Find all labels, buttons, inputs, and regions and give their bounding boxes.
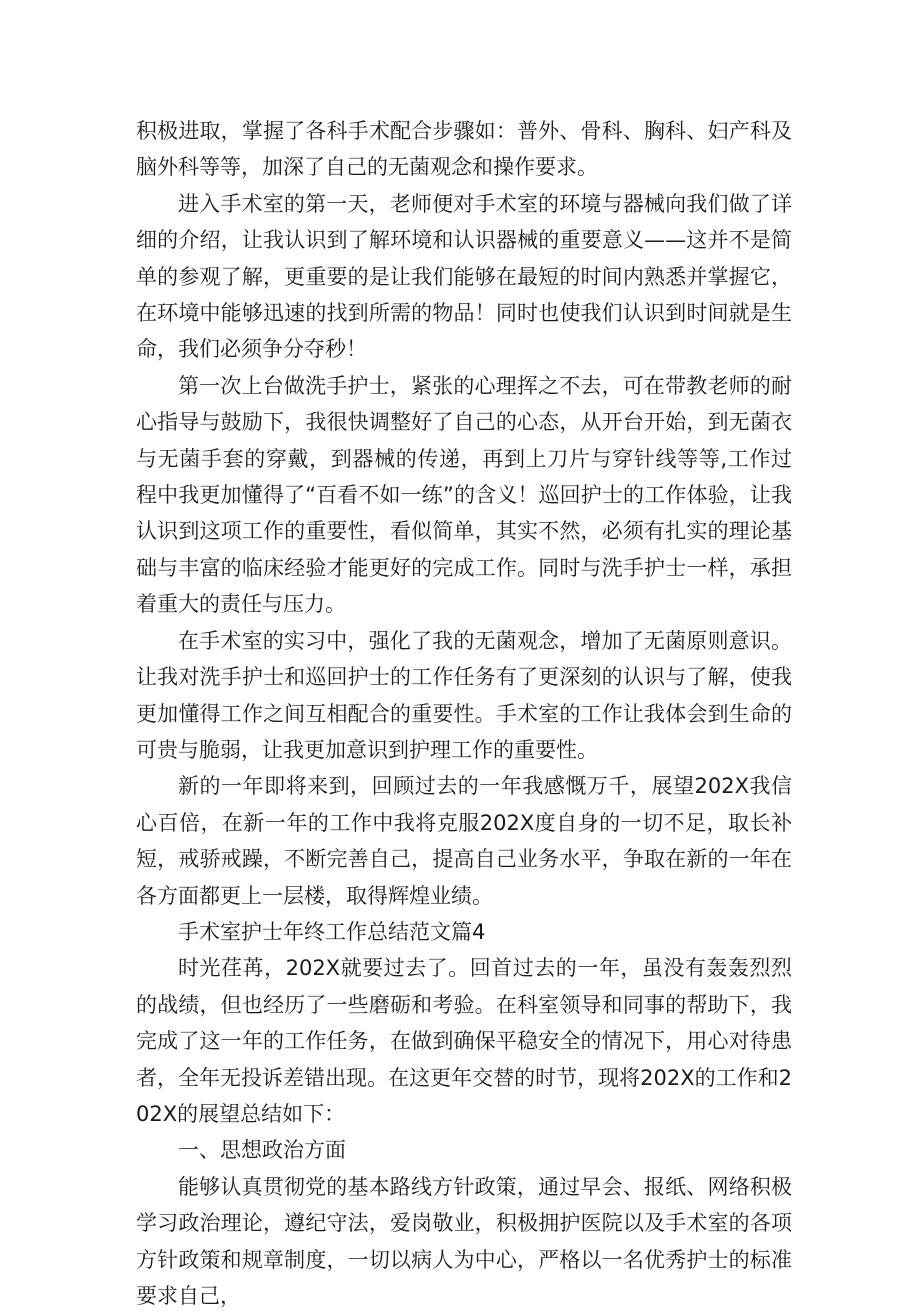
paragraph-first-day: 进入手术室的第一天，老师便对手术室的环境与器械向我们做了详细的介绍，让我认识到了解环境和认识器械的重要意义——这并不是简单的参观了解，更重要的是让我们能够在最短的时间内熟悉并掌握它，在环境中能够迅速的找到所需的物品！同时也使我们认识到时间就是生命，我们必须争分夺秒！ bbox=[136, 191, 792, 362]
paragraph-new-year: 新的一年即将来到，回顾过去的一年我感慨万千，展望202X我信心百倍，在新一年的工作中我将克服202X度自身的一切不足，取长补短，戒骄戒躁，不断完善自己，提高自己业务水平，争取在新的一年在各方面都更上一层楼，取得辉煌业绩。 bbox=[136, 774, 792, 908]
paragraph-political: 能够认真贯彻党的基本路线方针政策，通过早会、报纸、网络积极学习政治理论，遵纪守法，爱岗敬业，积极拥护医院以及手术室的各项方针政策和规章制度，一切以病人为中心，严格以一名优秀护士的标准要求自己， bbox=[136, 1174, 792, 1308]
paragraph-continuation: 积极进取，掌握了各科手术配合步骤如：普外、骨科、胸科、妇产科及脑外科等等，加深了自己的无菌观念和操作要求。 bbox=[136, 119, 792, 180]
document-body bbox=[136, 113, 792, 1314]
paragraph-year-review: 时光荏苒，202X就要过去了。回首过去的一年，虽没有轰轰烈烈的战绩，但也经历了一些磨砺和考验。在科室领导和同事的帮助下，我完成了这一年的工作任务，在做到确保平稳安全的情况下，用心对待患者，全年无投诉差错出现。在这更年交替的时节，现将202X的工作和202X的展望总结如下： bbox=[136, 956, 792, 1126]
subsection-title: 一、思想政治方面 bbox=[178, 1138, 346, 1163]
paragraph-scrub-nurse: 第一次上台做洗手护士，紧张的心理挥之不去，可在带教老师的耐心指导与鼓励下，我很快调整好了自己的心态，从开台开始，到无菌衣与无菌手套的穿戴，到器械的传递，再到上刀片与穿针线等等,工作过程中我更加懂得了“百看不如一练”的含义！巡回护士的工作体验，让我认识到这项工作的重要性，看似简单，其实不然，必须有扎实的理论基础与丰富的临床经验才能更好的完成工作。同时与洗手护士一样，承担着重大的责任与压力。 bbox=[136, 373, 792, 617]
section-title: 手术室护士年终工作总结范文篇4 bbox=[178, 919, 486, 944]
paragraph-internship: 在手术室的实习中，强化了我的无菌观念，增加了无菌原则意识。让我对洗手护士和巡回护士的工作任务有了更深刻的认识与了解，使我更加懂得工作之间互相配合的重要性。手术室的工作让我体会到生命的可贵与脆弱，让我更加意识到护理工作的重要性。 bbox=[136, 628, 792, 762]
